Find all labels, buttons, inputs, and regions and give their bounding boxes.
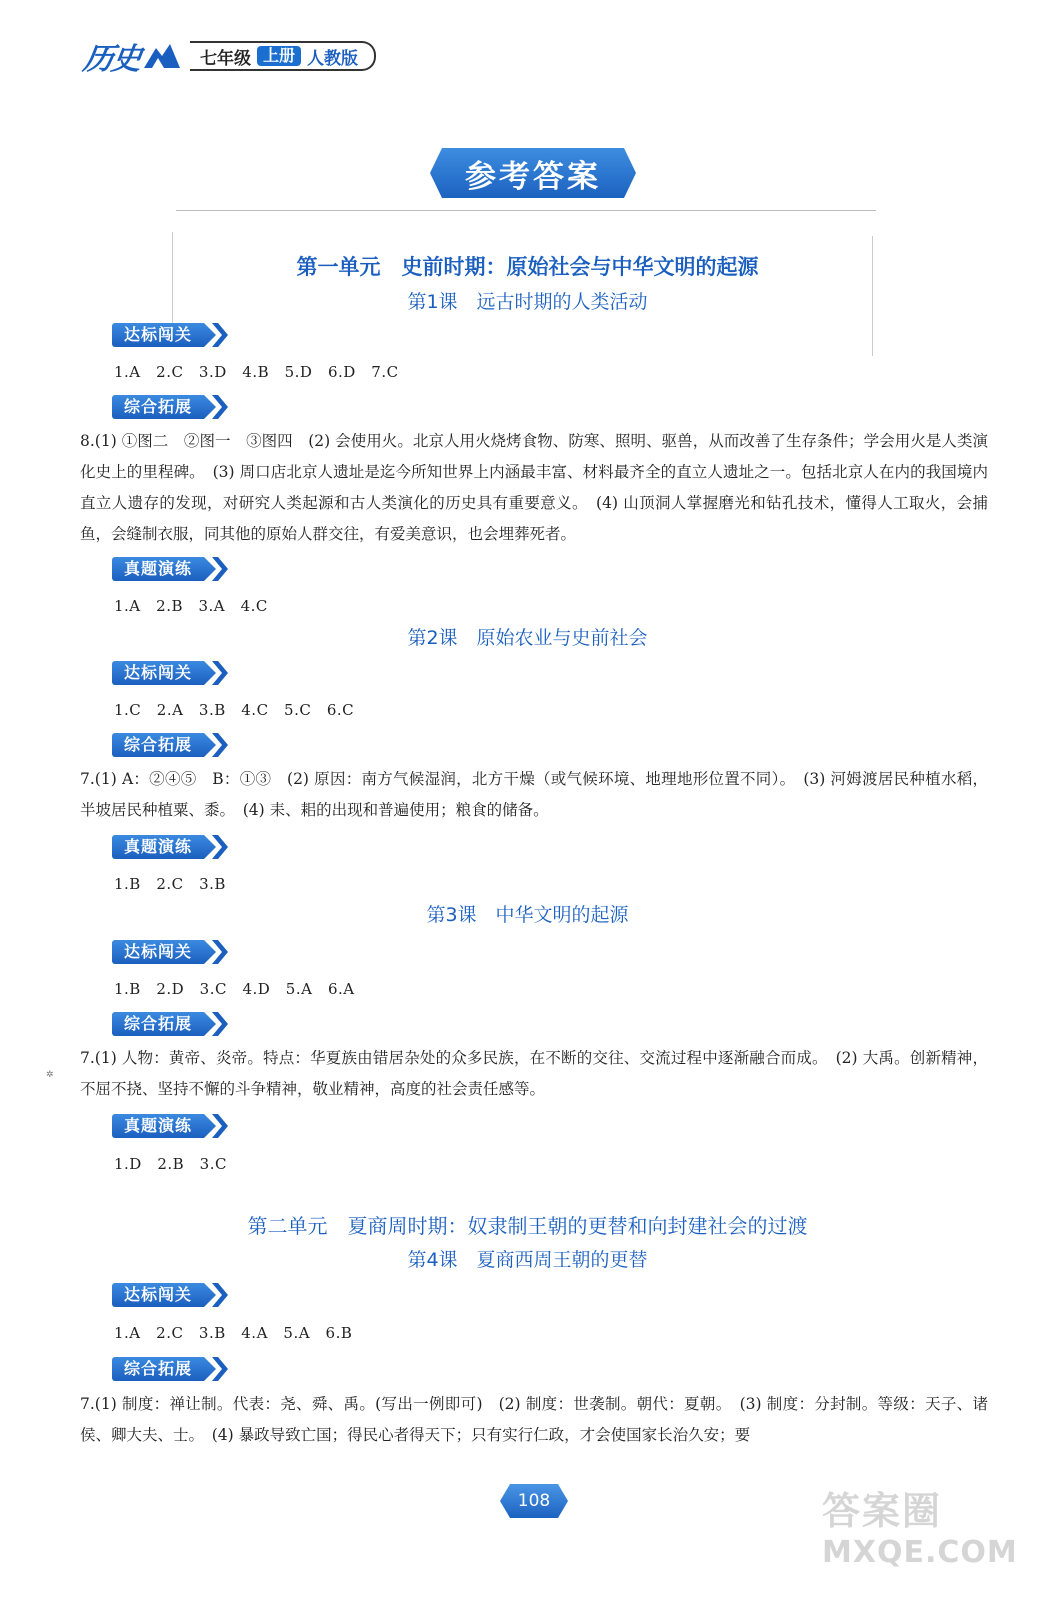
divider <box>176 210 876 211</box>
scan-speck: ✲ <box>46 1070 54 1080</box>
section-tag: 真题演练 <box>112 557 228 581</box>
section-tag: 真题演练 <box>112 1114 228 1138</box>
section-tag: 综合拓展 <box>112 1357 228 1381</box>
answer-paragraph: 8.(1) ①图二 ②图一 ③图四 (2) 会使用火。北京人用火烧烤食物、防寒、照明、驱兽，从而改善了生存条件；学会用火是人类演化史上的里程碑。 (3) 周口店北京人遗址是迄今所知世界上内涵最丰富、材料最齐全的直立人遗址之一。包括北京人在内的我国境内直立人遗存的发现，对研究人类起源和古人类演化的历史具有重要意义。 (4) 山顶洞人掌握磨光和钻孔技术，懂得人工取火，会捕鱼，会缝制衣服，同其他的原始人群交往，有爱美意识，也会埋葬死者。 <box>80 432 988 543</box>
logo-mountain-icon <box>142 42 182 70</box>
banner-title: 参考答案 <box>465 158 601 195</box>
book-header <box>81 36 376 77</box>
watermark-url: MXQE.COM <box>822 1535 1018 1570</box>
watermark-logo <box>822 1480 1022 1580</box>
watermark-text: 答案圈 <box>822 1489 943 1533</box>
section-tag: 真题演练 <box>112 835 228 859</box>
unit-title: 第一单元 史前时期：原始社会与中华文明的起源 <box>296 255 759 279</box>
answer-line: 1.A 2.C 3.D 4.B 5.D 6.D 7.C <box>114 363 399 381</box>
section-tag: 达标闯关 <box>112 661 228 685</box>
section-tag: 达标闯关 <box>112 940 228 964</box>
answer-line: 1.B 2.C 3.B <box>114 875 226 893</box>
section-tag: 综合拓展 <box>112 395 228 419</box>
unit-title: 第二单元 夏商周时期：奴隶制王朝的更替和向封建社会的过渡 <box>247 1214 808 1238</box>
answer-paragraph: 7.(1) 制度：禅让制。代表：尧、舜、禹。(写出一例即可) (2) 制度：世袭制。朝代：夏朝。 (3) 制度：分封制。等级：天子、诸侯、卿大夫、士。 (4) 暴政导致亡国；得民心者得天下；只有实行仁政，才会使国家长治久安；要 <box>80 1395 988 1444</box>
lesson-title: 第3课 中华文明的起源 <box>426 904 629 926</box>
lesson-title: 第1课 远古时期的人类活动 <box>407 291 648 313</box>
section-tag: 综合拓展 <box>112 1012 228 1036</box>
page-number: 108 <box>500 1484 568 1518</box>
answer-line: 1.A 2.B 3.A 4.C <box>114 597 268 615</box>
volume-badge: 上册 <box>257 46 301 66</box>
book-logo: 历史 <box>81 42 142 77</box>
edition-label: 人教版 <box>307 48 359 69</box>
grade-label: 七年级 <box>200 48 251 69</box>
section-tag: 综合拓展 <box>112 733 228 757</box>
answer-line: 1.B 2.D 3.C 4.D 5.A 6.A <box>114 980 355 998</box>
answer-line: 1.A 2.C 3.B 4.A 5.A 6.B <box>114 1324 353 1342</box>
answer-line: 1.C 2.A 3.B 4.C 5.C 6.C <box>114 701 355 719</box>
lesson-title: 第2课 原始农业与史前社会 <box>407 627 648 649</box>
answer-line: 1.D 2.B 3.C <box>114 1155 227 1173</box>
answer-paragraph: 7.(1) 人物：黄帝、炎帝。特点：华夏族由错居杂处的众多民族，在不断的交往、交流过程中逐渐融合而成。 (2) 大禹。创新精神，不屈不挠、坚持不懈的斗争精神，敬业精神，高度的社会责任感等。 <box>80 1049 988 1098</box>
lesson-title: 第4课 夏商西周王朝的更替 <box>407 1249 648 1271</box>
answer-paragraph: 7.(1) A：②④⑤ B：①③ (2) 原因：南方气候湿润，北方干燥（或气候环境、地理地形位置不同）。 (3) 河姆渡居民种植水稻，半坡居民种植粟、黍。 (4) 耒、耜的出现和普遍使用；粮食的储备。 <box>80 770 988 819</box>
book-info <box>190 41 376 71</box>
section-tag: 达标闯关 <box>112 323 228 347</box>
section-tag: 达标闯关 <box>112 1283 228 1307</box>
answer-banner <box>430 148 636 198</box>
